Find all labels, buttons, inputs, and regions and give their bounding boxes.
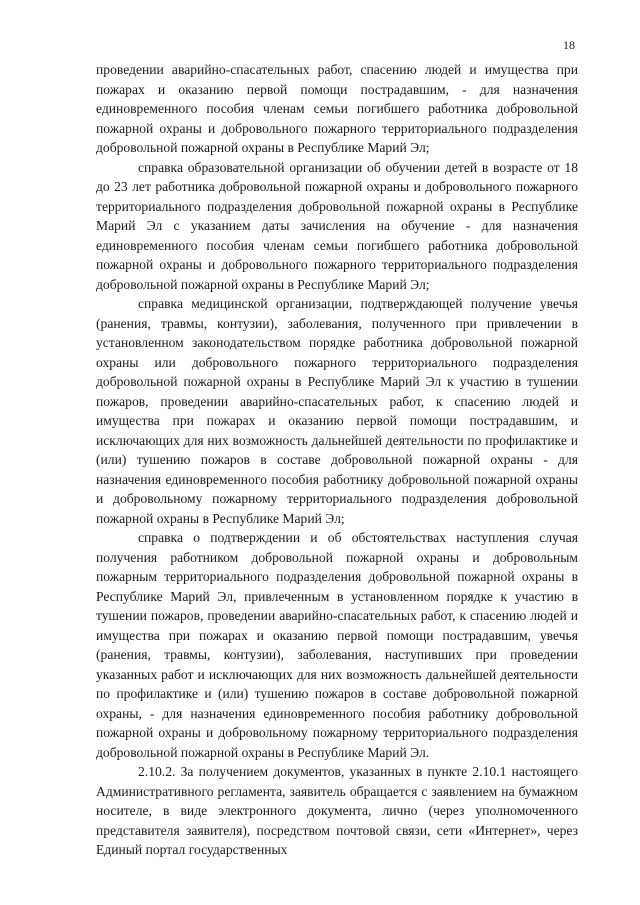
paragraph-medical-certificate: справка медицинской организации, подтверждающей получение увечья (ранения, травмы, контузии), заболевания, полученного при привлечении в установленном законодательством порядке работника добровольной пожарной охраны или добровольного пожарного территориального подразделения добровольной пожарной охраны в Республике Марий Эл к участию в тушении пожаров, проведении аварийно-спасательных работ, к спасению людей и имущества при пожарах и оказанию первой помощи пострадавшим, и исключающих для них возможность дальнейшей деятельности по профилактике и (или) тушению пожаров в составе добровольной пожарной охраны - для назначения единовременного пособия работнику добровольной пожарной охраны и добровольному пожарному территориального подразделения добровольной пожарной охраны в Республике Марий Эл; <box>96 296 578 526</box>
paragraph-continuation: проведении аварийно-спасательных работ, спасению людей и имущества при пожарах и оказанию первой помощи пострадавшим, - для назначения единовременного пособия членам семьи погибшего работника добровольной пожарной охраны и добровольного пожарного территориального подразделения добровольной пожарной охраны в Республике Марий Эл; <box>96 62 578 155</box>
page-number: 18 <box>563 38 575 52</box>
paragraph-section-2-10-2: 2.10.2. За получением документов, указанных в пункте 2.10.1 настоящего Административного регламента, заявитель обращается с заявлением на бумажном носителе, в виде электронного документа, лично (через уполномоченного представителя заявителя), посредством почтовой связи, сети «Интернет», через Единый портал государственных <box>96 764 578 857</box>
paragraph-circumstances-certificate: справка о подтверждении и об обстоятельствах наступления случая получения работником добровольной пожарной охраны и добровольным пожарным территориального подразделения добровольной пожарной охраны в Республике Марий Эл, привлеченным в установленном порядке к участию в тушении пожаров, проведении аварийно-спасательных работ, к спасению людей и имущества при пожарах и оказанию первой помощи пострадавшим, увечья (ранения, травмы, контузии), заболевания, наступивших при проведении указанных работ и исключающих для них возможность дальнейшей деятельности по профилактике и (или) тушению пожаров в составе добровольной пожарной охраны, - для назначения единовременного пособия работнику добровольной пожарной охраны и добровольному пожарному территориального подразделения добровольной пожарной охраны в Республике Марий Эл. <box>96 530 578 760</box>
paragraph-education-certificate: справка образовательной организации об обучении детей в возрасте от 18 до 23 лет работника добровольной пожарной охраны и добровольного пожарного территориального подразделения добровольной пожарной охраны в Республике Марий Эл с указанием даты зачисления на обучение - для назначения единовременного пособия членам семьи погибшего работника добровольной пожарной охраны и добровольного пожарного территориального подразделения добровольной пожарной охраны в Республике Марий Эл; <box>96 159 578 292</box>
document-body <box>96 60 578 860</box>
